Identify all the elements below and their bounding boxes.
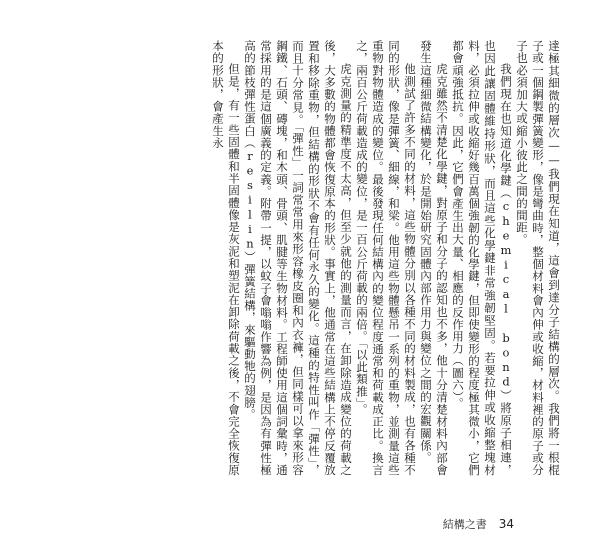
body-text bbox=[120, 40, 562, 476]
paragraph: 虎克測量的精準度不太高，但至少就他的測量而言，在卸除造成變位的荷載之後，大多數的物體都會恢復原本的形狀。事實上，他通常在這些結構上不停反覆放置和移除重物，但結構的形狀不會有任何永久的變化。這種的特性叫作「彈性」，而且十分常見。「彈性」一詞常常用來形容橡皮圈和內衣褲，但同樣可以拿來形容鋼鐵、石頭、磚塊，和木頭、骨頭、肌腱等生物材料。工程師使用這個詞彙時，通常採用的是這個廣義的定義。附帶一提，以蚊子會嗡嗡作響為例，是因為有彈性極高的節枝彈性蛋白（resilin）彈簧結構，來驅動牠的翅膀。 bbox=[243, 40, 353, 476]
paragraph: 但是，有一些固體和半固體像是灰泥和塑泥在卸除荷載之後，不會完全恢復原本的形狀，會產生永 bbox=[211, 40, 241, 476]
paragraph: 他測試了許多不同的材料，這些物體分別以各種不同的材料製成，也有各種不同的形狀，像是彈簧、細線，和梁。他用這些物體懸吊一系列的重物，並測量這些重物對物體造成的變位。最後發現任何結構內的變位程度通常和荷載成正比。換言之，兩百公斤荷載造成的變位，是一百公斤荷載的兩倍。「以此類推」。 bbox=[355, 40, 417, 476]
page-footer bbox=[443, 516, 514, 532]
book-title: 結構之書 bbox=[442, 518, 487, 531]
paragraph: 我們現在也知道化學鍵（chemical bond）將原子相連，也因此讓固體維持形狀，而且這些化學鍵非常強韌堅固。若要拉伸或收縮整塊材料，必須拉伸或收縮好幾百萬個強韌的化學鍵，但即使變形的程度極其微小，它們都會頑強抵抗。因此，它們會產生出大量、相應的反作用力（圖六）。 bbox=[451, 40, 513, 476]
paragraph: 達極其細微的層次——我們現在知道，這會到達分子結構的層次。我們將一根棍子或一個鋼製彈簧變形，像是彎曲時，整個材料會內伸或收縮，材料裡的原子或分子也必須加大或縮小彼此之間的間距。 bbox=[515, 40, 561, 476]
paragraph: 虎克雖然不清楚化學鍵，對原子和分子的認知也不多，他十分清楚材料內部會發生這種細微結構變化，於是開始研究固體內部作用力與變位之間的宏觀關係。 bbox=[419, 40, 449, 476]
page-number: 34 bbox=[498, 517, 514, 531]
